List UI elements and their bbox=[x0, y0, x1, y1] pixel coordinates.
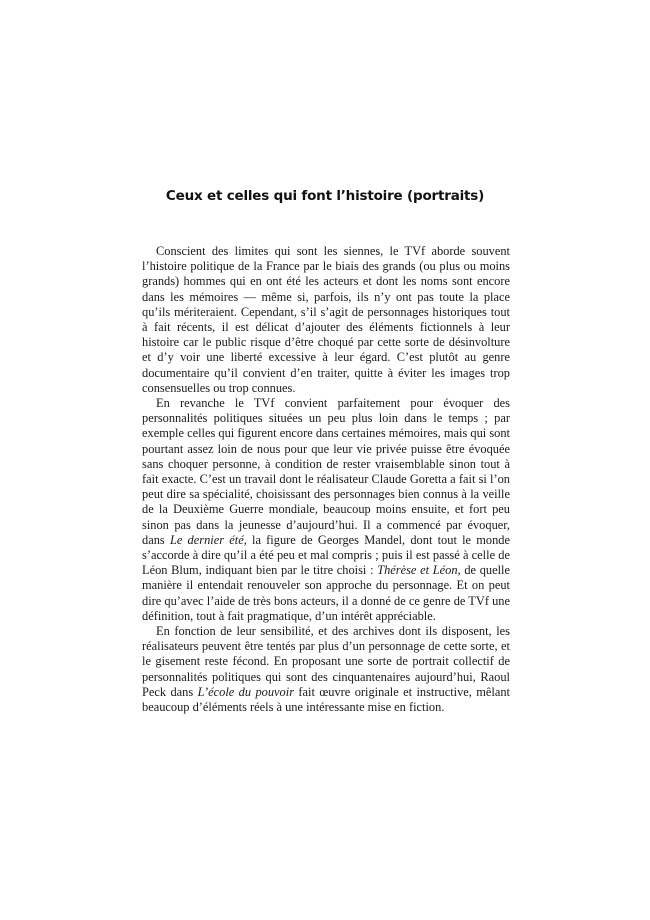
paragraph bbox=[142, 396, 510, 624]
paragraph-text: la figure de Georges Mandel, dont tout le monde s’accorde à dire qu’il a été peu et mal compris ; puis il est passé à celle de Léon Blum, indiquant bien par le titre choisi : bbox=[142, 532, 510, 578]
page-title: Ceux et celles qui font l’histoire (portraits) bbox=[165, 188, 485, 204]
body-text bbox=[142, 244, 510, 715]
paragraph-text: fait œuvre originale et instructive, mêlant beaucoup d’éléments réels à une intéressante mise en fiction. bbox=[142, 684, 510, 715]
paragraph bbox=[142, 244, 510, 396]
paragraph-text: En revanche le TVf convient parfaitement pour évoquer des personnalités politiques situées un peu plus loin dans le temps ; par exemple celles qui figurent encore dans certaines mémoires, mais qui sont pourtant assez loin de nous pour que leur vie privée puisse être évoquée sans choquer personne, à condition de rester vraisemblable sinon tout à fait exacte. C’est un travail dont le réalisateur Claude Goretta a fait si l’on peut dire sa spécialité, choisissant des personnages bien connus à la veille de la Deuxième Guerre mondiale, beaucoup moins ensuite, et fort peu sinon pas dans la jeunesse d’aujourd’hui. Il a commencé par évoquer, dans bbox=[142, 396, 510, 547]
paragraph-text: , de quelle manière il entendait renouveler son approche du personnage. Et on peut dire qu’avec l’aide de très bons acteurs, il a donné de ce genre de TVf une définition, tout à fait pragmatique, d’un intérêt appréciable. bbox=[142, 563, 510, 623]
paragraph-text: En fonction de leur sensibilité, et des archives dont ils disposent, les réalisateurs peuvent être tentés par plus d’un personnage de cette sorte, et le gisement reste fécond. En proposant une sorte de portrait collectif de personnalités politiques qui sont des cinquantenaires aujourd’hui, Raoul Peck dans bbox=[142, 624, 510, 699]
film-title: L’école du pouvoir bbox=[197, 684, 295, 699]
paragraph bbox=[142, 624, 510, 715]
film-title: Thérèse et Léon bbox=[377, 563, 458, 578]
film-title: Le dernier été, bbox=[169, 532, 247, 547]
paragraph-text: Conscient des limites qui sont les siennes, le TVf aborde souvent l’histoire politique de la France par le biais des grands (ou plus ou moins grands) hommes qui en ont été les acteurs et dont les noms sont encore dans les mémoires — même si, parfois, ils n’y ont pas toute la place qu’ils mériteraient. Cependant, s’il s’agit de personnages historiques tout à fait récents, il est délicat d’ajouter des éléments fictionnels à leur histoire car le public risque d’être choqué par cette sorte de désinvolture et d’y voir une liberté excessive à leur égard. C’est plutôt au genre documentaire qu’il convient d’en traiter, quitte à éviter les images trop consensuelles ou trop connues. bbox=[142, 244, 510, 395]
